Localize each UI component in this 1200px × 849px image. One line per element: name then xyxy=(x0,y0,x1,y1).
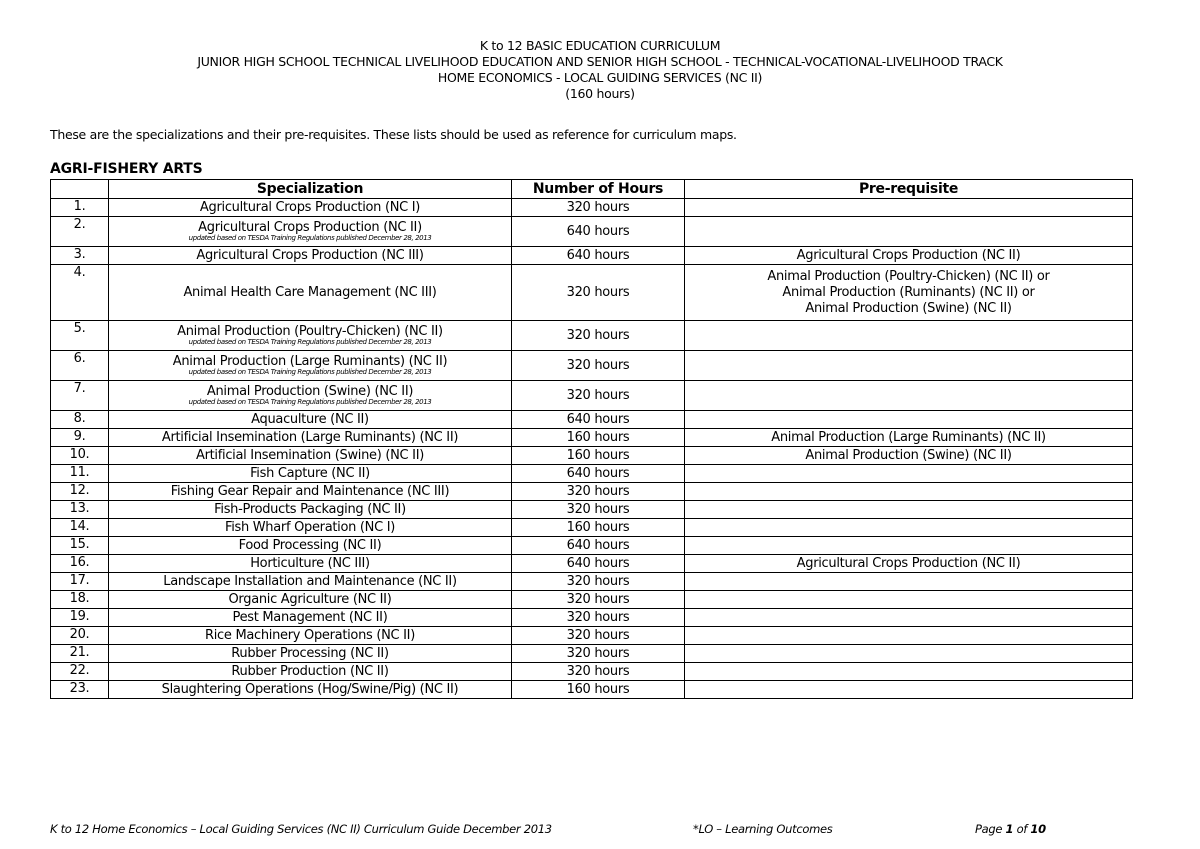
row-hours: 320 hours xyxy=(512,645,685,663)
row-hours: 320 hours xyxy=(512,321,685,351)
row-hours: 640 hours xyxy=(512,217,685,247)
specialization-name: Slaughtering Operations (Hog/Swine/Pig) (NC II) xyxy=(161,681,459,697)
row-number: 18. xyxy=(51,591,109,609)
row-number: 19. xyxy=(51,609,109,627)
row-prerequisite xyxy=(685,321,1133,351)
row-prerequisite xyxy=(685,483,1133,501)
specialization-name: Agricultural Crops Production (NC III) xyxy=(196,247,424,263)
row-specialization xyxy=(109,519,512,537)
update-note: updated based on TESDA Training Regulations published December 28, 2013 xyxy=(188,234,432,242)
update-note: updated based on TESDA Training Regulations published December 28, 2013 xyxy=(188,368,432,376)
row-number: 12. xyxy=(51,483,109,501)
row-prerequisite xyxy=(685,555,1133,573)
row-prerequisite xyxy=(685,681,1133,699)
row-prerequisite xyxy=(685,645,1133,663)
prerequisite-line: Animal Production (Swine) (NC II) xyxy=(805,300,1012,316)
table-row xyxy=(51,501,1133,519)
table-row xyxy=(51,627,1133,645)
row-hours: 320 hours xyxy=(512,351,685,381)
row-specialization xyxy=(109,555,512,573)
row-hours: 160 hours xyxy=(512,429,685,447)
row-prerequisite xyxy=(685,247,1133,265)
row-specialization xyxy=(109,609,512,627)
footer-legend: *LO – Learning Outcomes xyxy=(693,822,833,836)
row-number: 5. xyxy=(51,321,109,351)
row-hours: 640 hours xyxy=(512,537,685,555)
row-hours: 640 hours xyxy=(512,555,685,573)
row-prerequisite xyxy=(685,217,1133,247)
specialization-name: Rice Machinery Operations (NC II) xyxy=(205,627,415,643)
table-row xyxy=(51,321,1133,351)
table-row xyxy=(51,573,1133,591)
row-number: 23. xyxy=(51,681,109,699)
header-hours: Number of Hours xyxy=(512,180,685,199)
table-row xyxy=(51,381,1133,411)
specialization-name: Food Processing (NC II) xyxy=(238,537,382,553)
row-specialization xyxy=(109,217,512,247)
header-line-4: (160 hours) xyxy=(565,86,635,101)
prerequisite-line: Animal Production (Swine) (NC II) xyxy=(805,447,1012,463)
row-hours: 640 hours xyxy=(512,247,685,265)
row-prerequisite xyxy=(685,573,1133,591)
row-specialization xyxy=(109,199,512,217)
row-hours: 320 hours xyxy=(512,483,685,501)
prerequisite-line: Animal Production (Poultry-Chicken) (NC II) or xyxy=(767,268,1050,284)
row-number: 6. xyxy=(51,351,109,381)
row-number: 20. xyxy=(51,627,109,645)
specialization-name: Animal Production (Swine) (NC II) xyxy=(206,384,414,399)
table-row xyxy=(51,663,1133,681)
row-prerequisite xyxy=(685,447,1133,465)
header-specialization: Specialization xyxy=(109,180,512,199)
table-header-row xyxy=(51,180,1133,199)
specialization-name: Rubber Processing (NC II) xyxy=(231,645,389,661)
intro-text: These are the specializations and their pre-requisites. These lists should be used as reference for curriculum maps. xyxy=(50,127,737,142)
prerequisite-line: Agricultural Crops Production (NC II) xyxy=(796,247,1021,263)
row-number: 7. xyxy=(51,381,109,411)
row-specialization xyxy=(109,381,512,411)
table-row xyxy=(51,265,1133,321)
header-number xyxy=(51,180,109,199)
row-specialization xyxy=(109,411,512,429)
prerequisite-line: Animal Production (Ruminants) (NC II) or xyxy=(782,284,1035,300)
update-note: updated based on TESDA Training Regulations published December 28, 2013 xyxy=(188,338,432,346)
row-hours: 160 hours xyxy=(512,519,685,537)
table-row xyxy=(51,555,1133,573)
row-number: 10. xyxy=(51,447,109,465)
table-row xyxy=(51,247,1133,265)
row-prerequisite xyxy=(685,199,1133,217)
update-note: updated based on TESDA Training Regulations published December 28, 2013 xyxy=(188,398,432,406)
row-hours: 160 hours xyxy=(512,447,685,465)
table-body xyxy=(51,199,1133,699)
row-specialization xyxy=(109,321,512,351)
specialization-name: Fishing Gear Repair and Maintenance (NC III) xyxy=(170,483,450,499)
row-hours: 320 hours xyxy=(512,381,685,411)
footer-page-number: Page 1 of 10 xyxy=(975,822,1046,836)
row-hours: 320 hours xyxy=(512,627,685,645)
prerequisite-line: Animal Production (Large Ruminants) (NC II) xyxy=(771,429,1046,445)
table-row xyxy=(51,429,1133,447)
row-prerequisite xyxy=(685,501,1133,519)
row-specialization xyxy=(109,351,512,381)
specialization-name: Landscape Installation and Maintenance (NC II) xyxy=(163,573,457,589)
row-specialization xyxy=(109,501,512,519)
row-specialization xyxy=(109,247,512,265)
specialization-name: Animal Health Care Management (NC III) xyxy=(183,284,437,300)
table-row xyxy=(51,217,1133,247)
table-row xyxy=(51,411,1133,429)
table-row xyxy=(51,591,1133,609)
row-number: 21. xyxy=(51,645,109,663)
table-row xyxy=(51,609,1133,627)
table-row xyxy=(51,351,1133,381)
row-specialization xyxy=(109,627,512,645)
table-row xyxy=(51,465,1133,483)
specialization-name: Organic Agriculture (NC II) xyxy=(228,591,392,607)
header-line-2: JUNIOR HIGH SCHOOL TECHNICAL LIVELIHOOD EDUCATION AND SENIOR HIGH SCHOOL - TECHNICAL-VOCATIONAL-LIVELIHOOD TRACK xyxy=(197,54,1003,69)
row-hours: 320 hours xyxy=(512,609,685,627)
row-specialization xyxy=(109,537,512,555)
row-prerequisite xyxy=(685,465,1133,483)
row-prerequisite xyxy=(685,537,1133,555)
specialization-table xyxy=(50,179,1133,699)
specialization-name: Artificial Insemination (Swine) (NC II) xyxy=(195,447,425,463)
row-specialization xyxy=(109,645,512,663)
row-prerequisite xyxy=(685,519,1133,537)
row-specialization xyxy=(109,681,512,699)
row-prerequisite xyxy=(685,351,1133,381)
specialization-name: Agricultural Crops Production (NC II) xyxy=(198,220,422,235)
row-number: 22. xyxy=(51,663,109,681)
specialization-name: Fish Wharf Operation (NC I) xyxy=(224,519,396,535)
row-hours: 640 hours xyxy=(512,411,685,429)
row-specialization xyxy=(109,663,512,681)
specialization-name: Pest Management (NC II) xyxy=(232,609,388,625)
header-prerequisite: Pre-requisite xyxy=(685,180,1133,199)
row-number: 4. xyxy=(51,265,109,321)
table-row xyxy=(51,645,1133,663)
row-hours: 320 hours xyxy=(512,663,685,681)
row-number: 11. xyxy=(51,465,109,483)
row-specialization xyxy=(109,265,512,321)
row-hours: 640 hours xyxy=(512,465,685,483)
row-hours: 320 hours xyxy=(512,199,685,217)
row-prerequisite xyxy=(685,627,1133,645)
specialization-name: Artificial Insemination (Large Ruminants) (NC II) xyxy=(161,429,459,445)
row-hours: 320 hours xyxy=(512,501,685,519)
specialization-name: Aquaculture (NC II) xyxy=(251,411,369,427)
row-number: 2. xyxy=(51,217,109,247)
row-hours: 320 hours xyxy=(512,591,685,609)
row-specialization xyxy=(109,447,512,465)
row-specialization xyxy=(109,465,512,483)
row-hours: 320 hours xyxy=(512,265,685,321)
specialization-name: Horticulture (NC III) xyxy=(250,555,370,571)
row-prerequisite xyxy=(685,609,1133,627)
table-row xyxy=(51,199,1133,217)
specialization-name: Animal Production (Large Ruminants) (NC II) xyxy=(172,354,448,369)
row-specialization xyxy=(109,429,512,447)
row-prerequisite xyxy=(685,429,1133,447)
specialization-name: Rubber Production (NC II) xyxy=(231,663,389,679)
row-prerequisite xyxy=(685,411,1133,429)
row-number: 14. xyxy=(51,519,109,537)
header-line-3: HOME ECONOMICS - LOCAL GUIDING SERVICES (NC II) xyxy=(437,70,763,85)
table-row xyxy=(51,519,1133,537)
specialization-name: Fish Capture (NC II) xyxy=(250,465,370,481)
footer-title: K to 12 Home Economics – Local Guiding Services (NC II) Curriculum Guide December 2013 xyxy=(50,822,552,836)
row-prerequisite xyxy=(685,381,1133,411)
table-row xyxy=(51,483,1133,501)
row-number: 16. xyxy=(51,555,109,573)
row-number: 8. xyxy=(51,411,109,429)
row-prerequisite xyxy=(685,663,1133,681)
row-specialization xyxy=(109,573,512,591)
row-number: 13. xyxy=(51,501,109,519)
row-number: 15. xyxy=(51,537,109,555)
row-number: 9. xyxy=(51,429,109,447)
specialization-name: Animal Production (Poultry-Chicken) (NC II) xyxy=(177,324,443,339)
row-number: 1. xyxy=(51,199,109,217)
prerequisite-line: Agricultural Crops Production (NC II) xyxy=(796,555,1021,571)
specialization-name: Agricultural Crops Production (NC I) xyxy=(199,199,421,215)
table-row xyxy=(51,537,1133,555)
header-line-1: K to 12 BASIC EDUCATION CURRICULUM xyxy=(479,38,721,53)
row-number: 17. xyxy=(51,573,109,591)
row-prerequisite xyxy=(685,591,1133,609)
document-header xyxy=(0,38,1200,102)
row-hours: 320 hours xyxy=(512,573,685,591)
row-specialization xyxy=(109,591,512,609)
section-title: AGRI-FISHERY ARTS xyxy=(50,161,203,177)
row-hours: 160 hours xyxy=(512,681,685,699)
row-specialization xyxy=(109,483,512,501)
row-prerequisite xyxy=(685,265,1133,321)
table-row xyxy=(51,447,1133,465)
table-row xyxy=(51,681,1133,699)
row-number: 3. xyxy=(51,247,109,265)
specialization-name: Fish-Products Packaging (NC II) xyxy=(214,501,406,517)
